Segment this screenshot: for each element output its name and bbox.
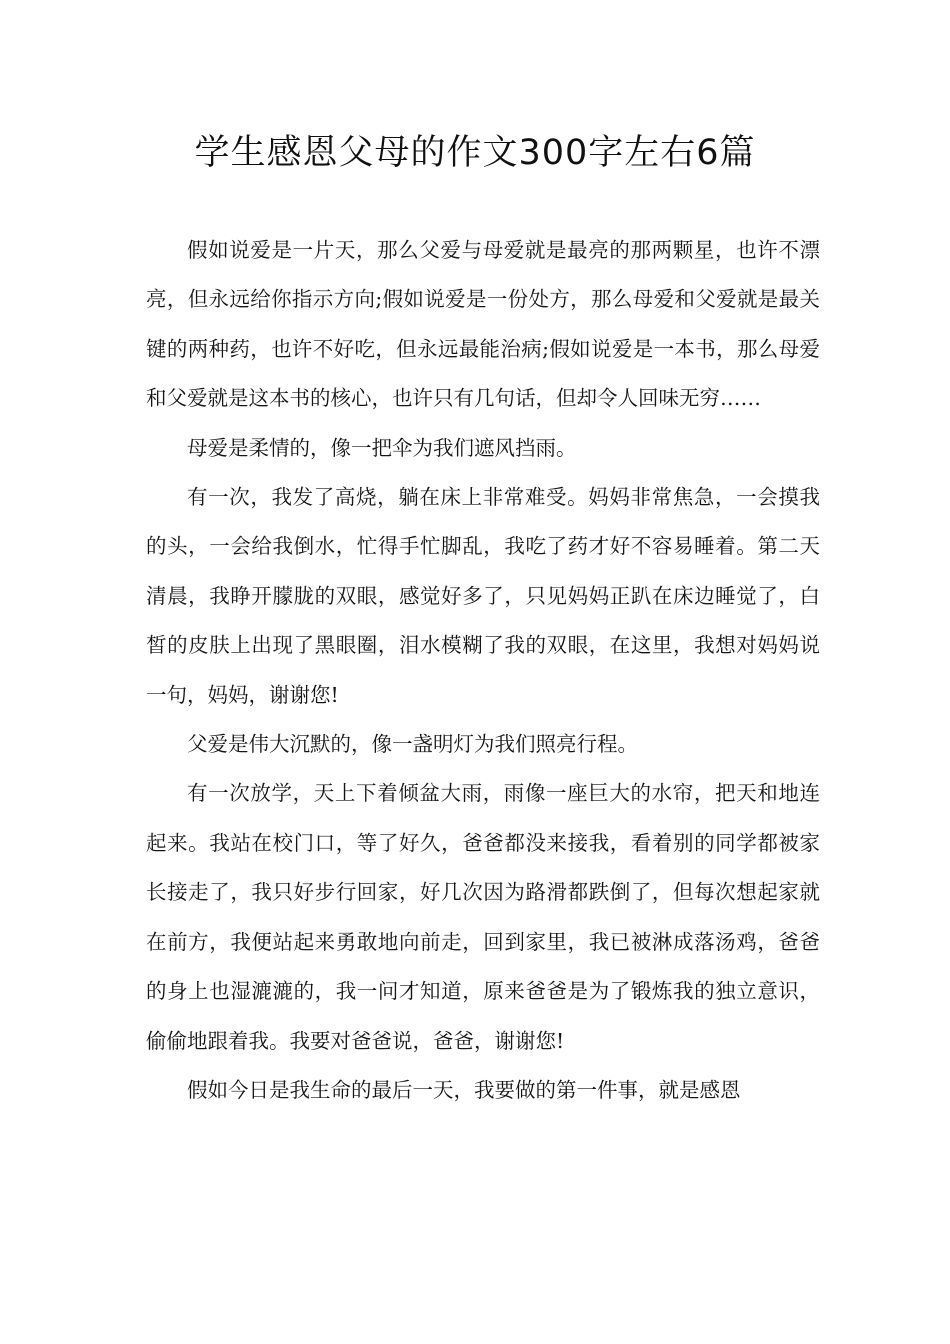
document-body [146, 226, 820, 1115]
paragraph: 假如说爱是一片天，那么父爱与母爱就是最亮的那两颗星，也许不漂亮，但永远给你指示方向;假如说爱是一份处方，那么母爱和父爱就是最关键的两种药，也许不好吃，但永远最能治病;假如说爱是一本书，那么母爱和父爱就是这本书的核心，也许只有几句话，但却令人回味无穷…… [146, 238, 820, 411]
paragraph: 母爱是柔情的，像一把伞为我们遮风挡雨。 [187, 435, 577, 460]
paragraph: 有一次，我发了高烧，躺在床上非常难受。妈妈非常焦急，一会摸我的头，一会给我倒水，忙得手忙脚乱，我吃了药才好不容易睡着。第二天清晨，我睁开朦胧的双眼，感觉好多了，只见妈妈正趴在床边睡觉了，白皙的皮肤上出现了黑眼圈，泪水模糊了我的双眼，在这里，我想对妈妈说一句，妈妈，谢谢您! [146, 485, 820, 707]
paragraph: 父爱是伟大沉默的，像一盏明灯为我们照亮行程。 [187, 732, 638, 757]
document-title: 学生感恩父母的作文300字左右6篇 [194, 133, 756, 173]
paragraph: 有一次放学，天上下着倾盆大雨，雨像一座巨大的水帘，把天和地连起来。我站在校门口，等了好久，爸爸都没来接我，看着别的同学都被家长接走了，我只好步行回家，好几次因为路滑都跌倒了，但每次想起家就在前方，我便站起来勇敢地向前走，回到家里，我已被淋成落汤鸡，爸爸的身上也湿漉漉的，我一问才知道，原来爸爸是为了锻炼我的独立意识，偷偷地跟着我。我要对爸爸说，爸爸，谢谢您! [146, 781, 820, 1053]
paragraph: 假如今日是我生命的最后一天，我要做的第一件事，就是感恩 [187, 1077, 741, 1102]
